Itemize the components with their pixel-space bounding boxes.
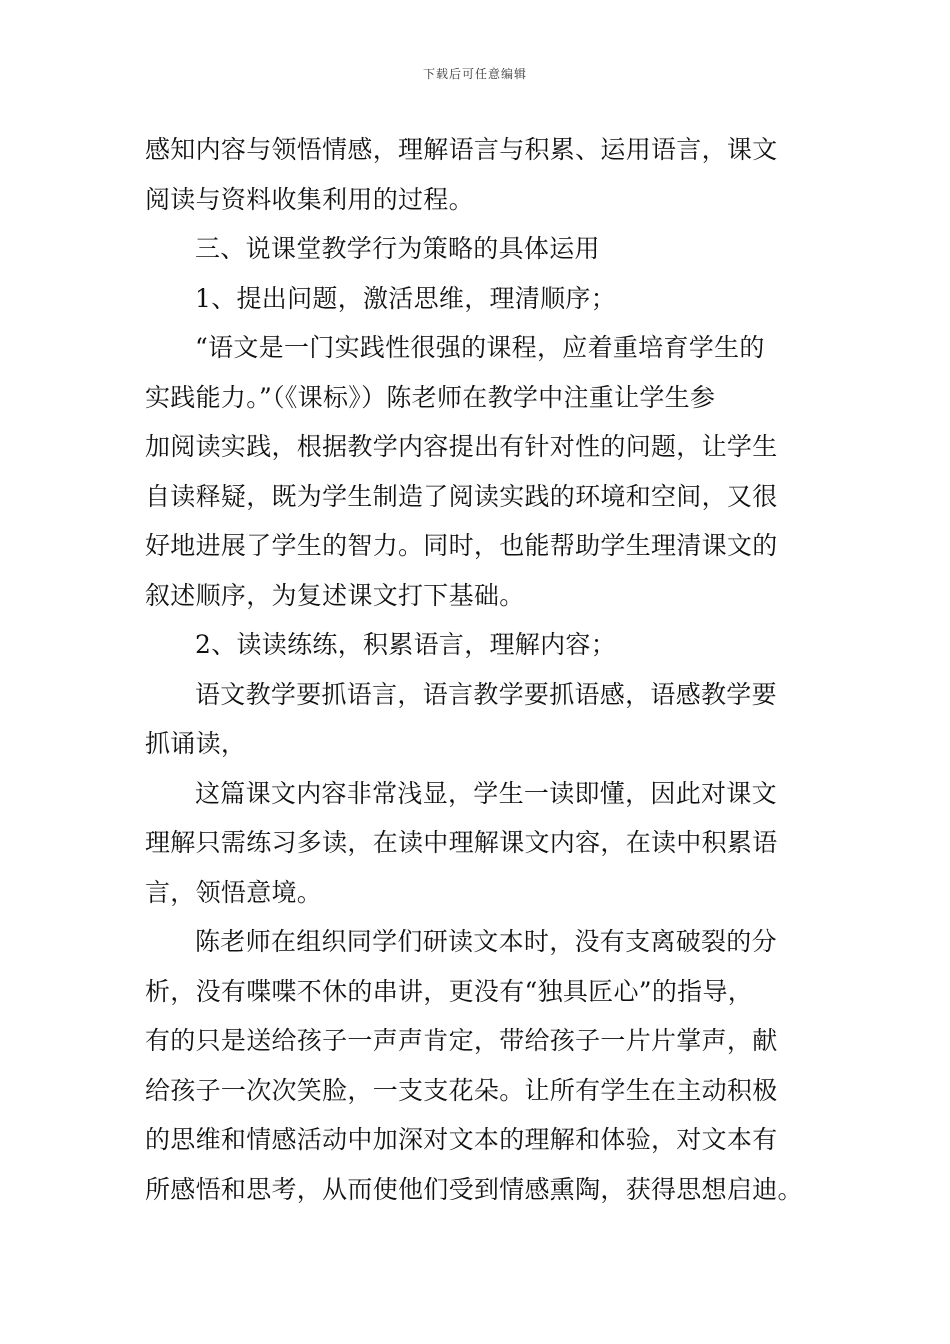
text-line: “语文是一门实践性很强的课程，应着重培育学生的 (195, 333, 765, 362)
text-line: 加阅读实践，根据教学内容提出有针对性的问题，让学生 (145, 432, 778, 461)
text-line: 的思维和情感活动中加深对文本的理解和体验，对文本有 (145, 1125, 778, 1154)
text-line: 言，领悟意境。 (145, 877, 323, 907)
text-line: 实践能力。”（《课标》）陈老师在教学中注重让学生参 (145, 382, 716, 412)
page-header: 下载后可任意编辑 (422, 67, 527, 81)
text-line: 自读释疑，既为学生制造了阅读实践的环境和空间，又很 (145, 481, 778, 511)
text-line: 抓诵读， (145, 729, 247, 758)
text-line: 给孩子一次次笑脸，一支支花朵。让所有学生在主动积极 (145, 1075, 778, 1105)
subsection-heading: 1、提出问题，激活思维，理清顺序； (195, 283, 617, 313)
text-line: 这篇课文内容非常浅显，学生一读即懂，因此对课文 (195, 778, 777, 808)
subsection-heading: 2、读读练练，积累语言，理解内容； (195, 630, 617, 659)
text-line: 感知内容与领悟情感，理解语言与积累、运用语言，课文 (145, 135, 778, 164)
text-line: 叙述顺序，为复述课文打下基础。 (145, 580, 525, 610)
text-line: 陈老师在组织同学们研读文本时，没有支离破裂的分 (195, 927, 777, 956)
text-line: 析，没有喋喋不休的串讲，更没有“独具匠心”的指导， (145, 976, 754, 1006)
text-line: 所感悟和思考，从而使他们受到情感熏陶，获得思想启迪。 (145, 1174, 803, 1204)
text-line: 阅读与资料收集利用的过程。 (145, 184, 474, 214)
text-line: 有的只是送给孩子一声声肯定，带给孩子一片片掌声，献 (145, 1026, 778, 1055)
text-line: 语文教学要抓语言，语言教学要抓语感，语感教学要 (195, 679, 777, 709)
section-heading: 三、说课堂教学行为策略的具体运用 (195, 234, 600, 263)
text-line: 理解只需练习多读，在读中理解课文内容，在读中积累语 (145, 828, 778, 857)
text-line: 好地进展了学生的智力。同时，也能帮助学生理清课文的 (145, 531, 778, 560)
document-body (145, 125, 807, 1214)
